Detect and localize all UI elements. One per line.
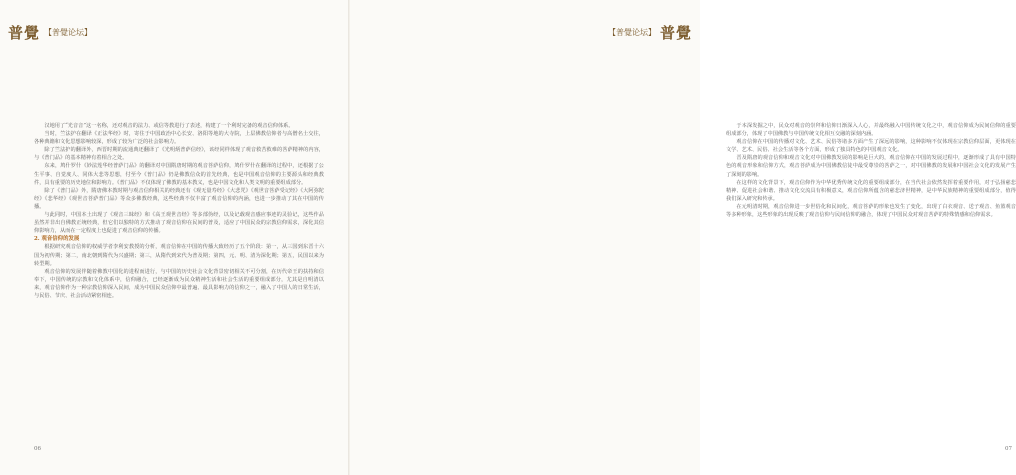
body-paragraph: 在这样的文化背景下，观音信仰作为中华优秀传统文化的重要组成部分，在当代社会依然发挥着重要作用，对于弘扬慈悲精神、促进社会和谐、推动文化交流具有积极意义，观音信仰所蕴含的慈悲济世精神，是中华民族精神的重要组成部分，值得我们深入研究和传承。 xyxy=(726,179,1016,202)
right-page-body xyxy=(726,122,1016,219)
body-paragraph: 根据研究观音信仰的权威学者李利安教授的分析，观音信仰在中国的传播大致经历了五个阶段：第一，从三国到东晋十六国为初传期；第二，南北朝到隋代为兴盛期；第三，从隋代到宋代为普及期；第四，元、明、清为深化期；第五，民国以来为转型期。 xyxy=(34,244,324,267)
body-paragraph: 在元明清时期，观音信仰进一步世俗化和民间化，观音菩萨的形象也发生了变化，出现了白衣观音、送子观音、鱼篮观音等多种形象，这些形象的出现反映了观音信仰与民间信仰的融合，体现了中国民众对观音菩萨的特殊情感和信仰需求。 xyxy=(726,203,1016,219)
body-paragraph: 当时，竺法护在翻译《正法华经》时，寄住于中国政治中心长安、洛阳等地的大寺院，上层佛教信仰者与高僧名士交往，各种典籍和文化思想影响较深，形成了较为广泛的社会影响力。 xyxy=(34,131,324,146)
body-paragraph: 观音信仰在中国的传播对文化、艺术、民俗等诸多方面产生了深远的影响，这种影响不仅体现在宗教信仰层面，更体现在文学、艺术、民俗、社会生活等各个方面，形成了独具特色的中国观音文化。 xyxy=(726,139,1016,154)
publication-logo: 普覺 xyxy=(8,23,41,42)
section-title: 【普覺论坛】 xyxy=(44,27,93,37)
page-number: 07 xyxy=(1005,446,1012,452)
right-page-header xyxy=(608,22,692,42)
left-page xyxy=(0,0,350,475)
publication-logo: 普覺 xyxy=(659,23,692,42)
page-number: 06 xyxy=(34,446,41,452)
body-paragraph: 晋及隋唐的观音信仰和观音文化对中国佛教发展的影响是巨大的，观音信仰在中国的发展过程中，逐渐形成了具有中国特色的观音形象和信仰方式，观音菩萨成为中国佛教信徒中最受尊崇的菩萨之一，对中国佛教的发展和中国社会文化的发展产生了深刻的影响。 xyxy=(726,155,1016,178)
left-page-header xyxy=(8,22,92,42)
body-paragraph: 除了《普门品》外，隋唐佛本教时期与观音信仰相关的经典还有《观无量寿经》《大悲咒》《观世音菩萨受记经》《大阿弥陀经》《悲华经》《观世音菩萨普门品》等众多佛教经典，这些经典不仅丰富了观音信仰的内涵，也进一步推动了其在中国的传播。 xyxy=(34,187,324,210)
body-paragraph: 观音信仰的发展伴随着佛教中国化的进程而进行，与中国的历史社会文化背景密切相关不可分割，在历代帝王的扶持和信奉下，中国传统的宗教和文化体系中，信仰融合，已经逐渐成为民众精神生活和社会生活的重要组成部分，尤其是自明清以来，观音信仰作为一种宗教信仰深入民间，成为中国民众信仰中最普遍、最具影响力的信仰之一，融入了中国人的日常生活，与民俗、节庆、社会活动紧密相连。 xyxy=(34,268,324,299)
section-title: 【普覺论坛】 xyxy=(607,27,656,37)
section-heading: 2. 观音信仰的发展 xyxy=(34,236,80,243)
body-paragraph: 除了竺法护的翻译外，西晋时期的流通典还翻译了《光明炳普萨信经》，该经同样体现了观音救苦救难的菩萨精神的内容，与《普门品》的基本精神有着相合之处。 xyxy=(34,147,324,162)
body-paragraph: 于本深发掘之中，民众对观音的崇拜和信仰日渐深入人心，并最终融入中国传统文化之中，观音信仰成为民间信仰的重要组成部分，体现了中国佛教与中国传统文化相互交融的深刻内涵。 xyxy=(726,123,1016,138)
left-page-body xyxy=(34,122,324,300)
body-paragraph: 东来，鸠什罗什《妙法莲华经普萨门品》的翻译对中国隋唐时期的观音菩萨信仰，鸠什罗什在翻译的过程中，还根据了公生平事、自觉度人、同体大悲等思想，付至今《普门品》仍是佛教信众的首先经典，也是中国观音信仰的主要源头和经典教件，具有重要的历史地位和影响力。《普门品》不仅体现了佛教的基本教义，也是中国文化和人类文明的重要组成部分。 xyxy=(34,163,324,186)
body-paragraph: 与此同时，中国本土出现了《观音三昧经》和《高王观世音经》等多部伪经，以及记载观音感应事迹的灵验记，这些作品虽然并非出自佛教正统经典，但它们以独特的方式推动了观音信仰在民间的普及，适应了中国民众的宗教信仰需求，深化其信仰影响力，从而在一定程度上也促进了观音信仰的传播。 xyxy=(34,212,324,235)
body-paragraph: 汉地用了“光音音”这一名称，还对观音的法力、或信等教进行了表述，构建了一个利时完备的观音信仰体系。 xyxy=(44,123,294,129)
right-page xyxy=(350,0,1016,475)
